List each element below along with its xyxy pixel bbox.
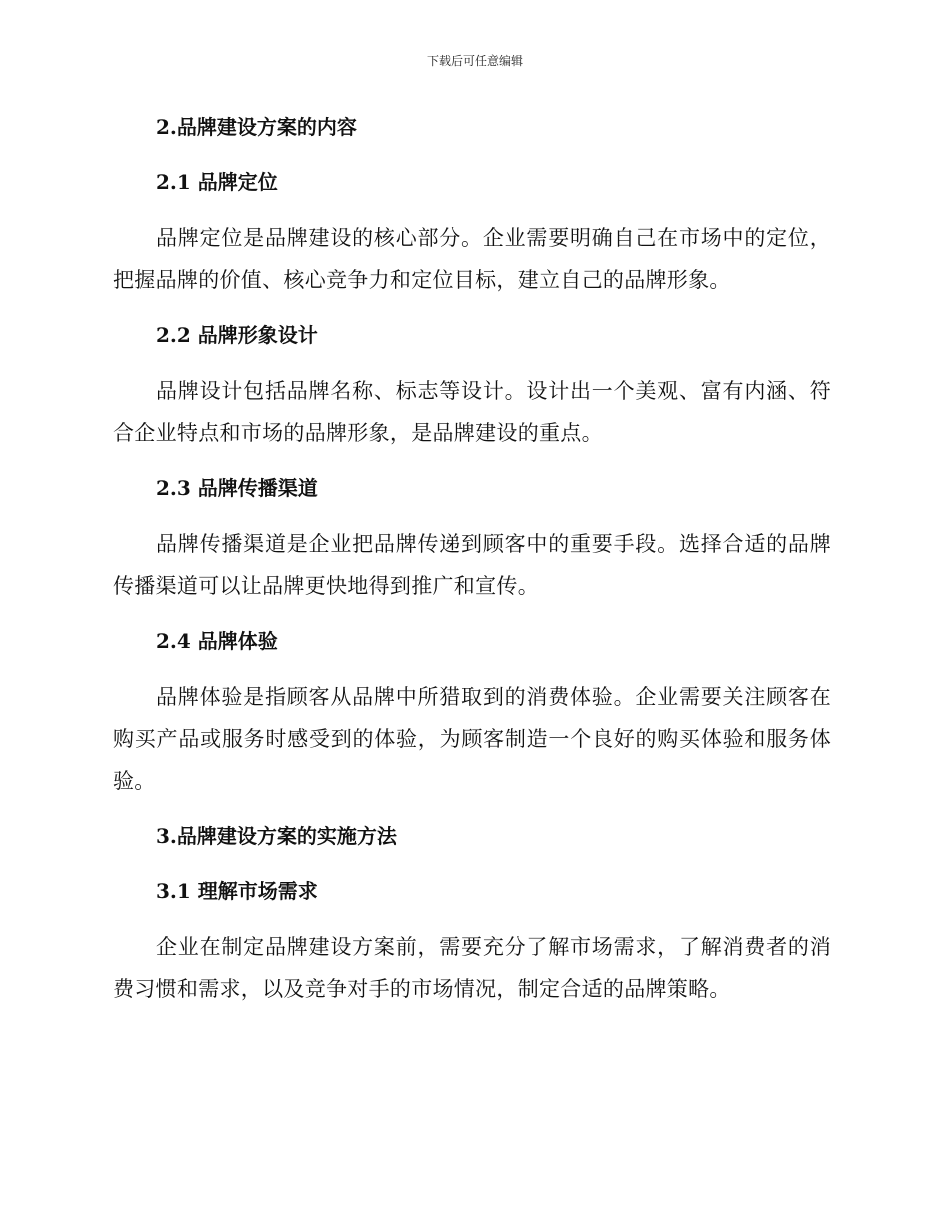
paragraph: 品牌定位是品牌建设的核心部分。企业需要明确自己在市场中的定位，把握品牌的价值、核心竞争力和定位目标，建立自己的品牌形象。: [113, 226, 831, 292]
subsection-heading: 2.1 品牌定位: [156, 170, 278, 194]
paragraph: 品牌传播渠道是企业把品牌传递到顾客中的重要手段。选择合适的品牌传播渠道可以让品牌更快地得到推广和宣传。: [113, 532, 831, 598]
paragraph: 品牌体验是指顾客从品牌中所猎取到的消费体验。企业需要关注顾客在购买产品或服务时感受到的体验，为顾客制造一个良好的购买体验和服务体验。: [113, 685, 831, 793]
subsection-heading: 2.4 品牌体验: [156, 629, 278, 653]
document-body: [113, 111, 831, 1028]
section-heading: 3.品牌建设方案的实施方法: [156, 824, 397, 848]
subsection-heading: 2.2 品牌形象设计: [156, 323, 318, 347]
subsection-heading: 3.1 理解市场需求: [156, 879, 318, 903]
paragraph: 企业在制定品牌建设方案前，需要充分了解市场需求，了解消费者的消费习惯和需求，以及竞争对手的市场情况，制定合适的品牌策略。: [113, 935, 831, 1001]
paragraph: 品牌设计包括品牌名称、标志等设计。设计出一个美观、富有内涵、符合企业特点和市场的品牌形象，是品牌建设的重点。: [113, 379, 831, 445]
subsection-heading: 2.3 品牌传播渠道: [156, 476, 318, 500]
page-header: 下载后可任意编辑: [426, 54, 523, 68]
section-heading: 2.品牌建设方案的内容: [156, 115, 357, 139]
